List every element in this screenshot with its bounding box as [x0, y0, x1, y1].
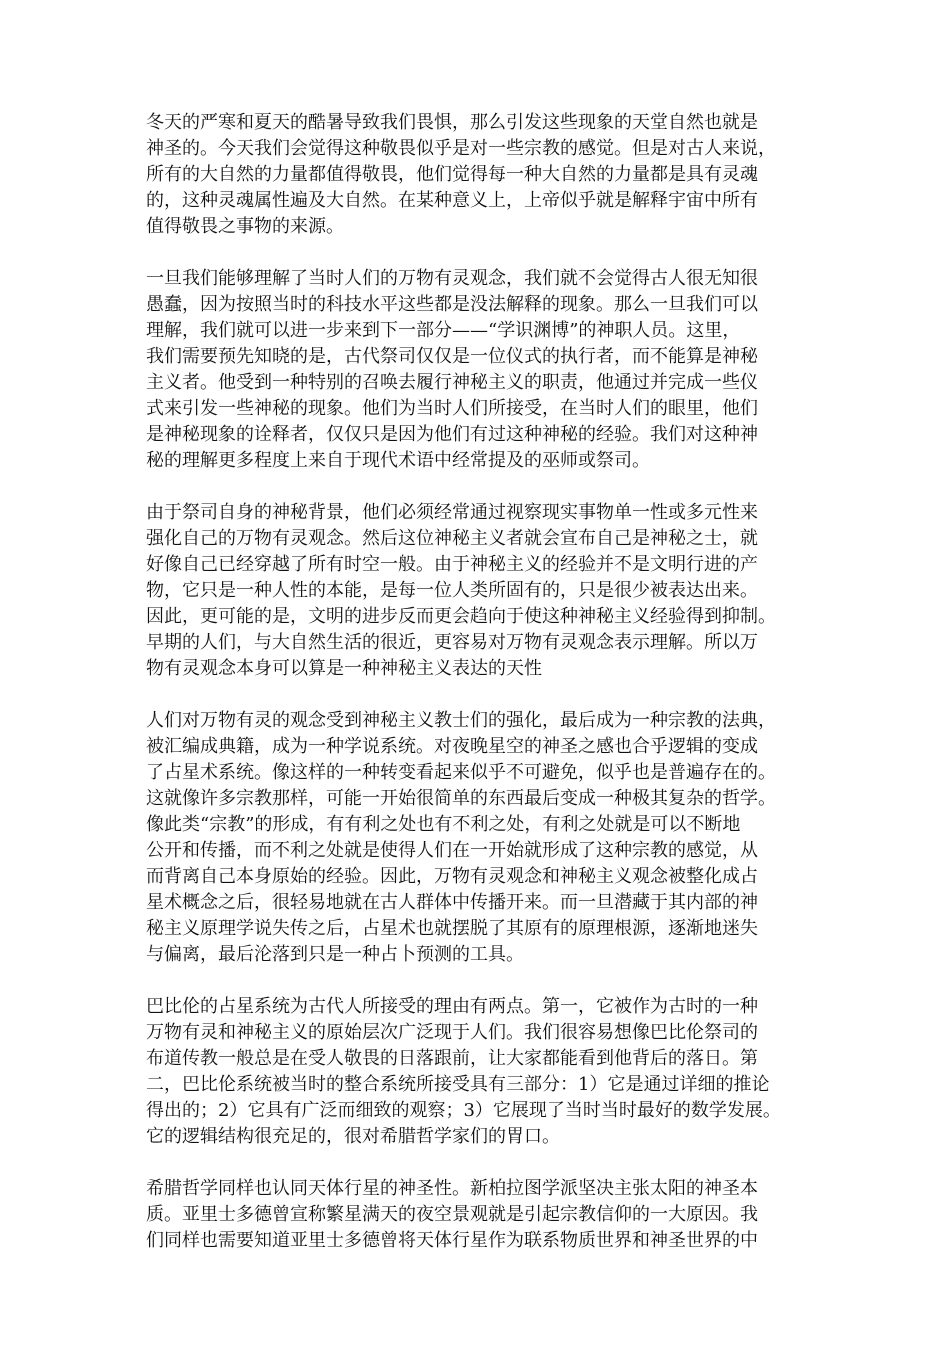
- paragraph-gap: [146, 968, 816, 994]
- text-line: 万物有灵和神秘主义的原始层次广泛现于人们。我们很容易想像巴比伦祭司的: [146, 1022, 758, 1043]
- text-line: 好像自己已经穿越了所有时空一般。由于神秘主义的经验并不是文明行进的产: [146, 554, 758, 575]
- text-line: 们同样也需要知道亚里士多德曾将天体行星作为联系物质世界和神圣世界的中: [146, 1230, 758, 1251]
- text-line: 希腊哲学同样也认同天体行星的神圣性。新柏拉图学派坚决主张太阳的神圣本: [146, 1178, 758, 1199]
- text-line: 的，这种灵魂属性遍及大自然。在某种意义上，上帝似乎就是解释宇宙中所有: [146, 190, 758, 211]
- text-line: 我们需要预先知晓的是，古代祭司仅仅是一位仪式的执行者，而不能算是神秘: [146, 346, 758, 367]
- paragraph-gap: [146, 1150, 816, 1176]
- text-line: 所有的大自然的力量都值得敬畏，他们觉得每一种大自然的力量都是具有灵魂: [146, 164, 758, 185]
- text-line: 人们对万物有灵的观念受到神秘主义教士们的强化，最后成为一种宗教的法典，: [146, 710, 776, 731]
- text-line: 布道传教一般总是在受人敬畏的日落跟前，让大家都能看到他背后的落日。第: [146, 1048, 758, 1069]
- paragraph: [146, 1176, 816, 1254]
- paragraph: [146, 266, 816, 474]
- text-line: 像此类“宗教”的形成，有有利之处也有不利之处，有利之处就是可以不断地: [146, 814, 741, 835]
- text-line: 质。亚里士多德曾宣称繁星满天的夜空景观就是引起宗教信仰的一大原因。我: [146, 1204, 758, 1225]
- paragraph-gap: [146, 240, 816, 266]
- text-line: 了占星术系统。像这样的一种转变看起来似乎不可避免，似乎也是普遍存在的。: [146, 762, 776, 783]
- text-line: 一旦我们能够理解了当时人们的万物有灵观念，我们就不会觉得古人很无知很: [146, 268, 758, 289]
- text-line: 神圣的。今天我们会觉得这种敬畏似乎是对一些宗教的感觉。但是对古人来说，: [146, 138, 776, 159]
- paragraph-gap: [146, 474, 816, 500]
- paragraph: [146, 110, 816, 240]
- paragraph: [146, 994, 816, 1150]
- paragraph: [146, 708, 816, 968]
- paragraph: [146, 500, 816, 682]
- text-line: 被汇编成典籍，成为一种学说系统。对夜晚星空的神圣之感也合乎逻辑的变成: [146, 736, 758, 757]
- text-line: 与偏离，最后沦落到只是一种占卜预测的工具。: [146, 944, 524, 965]
- text-line: 这就像许多宗教那样，可能一开始很简单的东西最后变成一种极其复杂的哲学。: [146, 788, 776, 809]
- text-line: 愚蠢，因为按照当时的科技水平这些都是没法解释的现象。那么一旦我们可以: [146, 294, 758, 315]
- text-line: 主义者。他受到一种特别的召唤去履行神秘主义的职责，他通过并完成一些仪: [146, 372, 758, 393]
- text-line: 而背离自己本身原始的经验。因此，万物有灵观念和神秘主义观念被整化成占: [146, 866, 758, 887]
- text-line: 巴比伦的占星系统为古代人所接受的理由有两点。第一，它被作为古时的一种: [146, 996, 758, 1017]
- text-line: 强化自己的万物有灵观念。然后这位神秘主义者就会宣布自己是神秘之士，就: [146, 528, 758, 549]
- text-line: 是神秘现象的诠释者，仅仅只是因为他们有过这种神秘的经验。我们对这种神: [146, 424, 758, 445]
- text-line: 二，巴比伦系统被当时的整合系统所接受具有三部分：1）它是通过详细的推论: [146, 1074, 770, 1095]
- text-line: 值得敬畏之事物的来源。: [146, 216, 344, 237]
- text-line: 公开和传播，而不利之处就是使得人们在一开始就形成了这种宗教的感觉，从: [146, 840, 758, 861]
- text-line: 物有灵观念本身可以算是一种神秘主义表达的天性: [146, 658, 542, 679]
- text-line: 式来引发一些神秘的现象。他们为当时人们所接受，在当时人们的眼里，他们: [146, 398, 758, 419]
- document-body: [146, 110, 816, 1254]
- text-line: 早期的人们，与大自然生活的很近，更容易对万物有灵观念表示理解。所以万: [146, 632, 758, 653]
- text-line: 物，它只是一种人性的本能，是每一位人类所固有的，只是很少被表达出来。: [146, 580, 758, 601]
- text-line: 它的逻辑结构很充足的，很对希腊哲学家们的胃口。: [146, 1126, 560, 1147]
- text-line: 得出的；2）它具有广泛而细致的观察；3）它展现了当时当时最好的数学发展。: [146, 1100, 781, 1121]
- text-line: 因此，更可能的是，文明的进步反而更会趋向于使这种神秘主义经验得到抑制。: [146, 606, 776, 627]
- text-line: 理解，我们就可以进一步来到下一部分——“学识渊博”的神职人员。这里，: [146, 320, 741, 341]
- paragraph-gap: [146, 682, 816, 708]
- text-line: 由于祭司自身的神秘背景，他们必须经常通过视察现实事物单一性或多元性来: [146, 502, 758, 523]
- text-line: 秘的理解更多程度上来自于现代术语中经常提及的巫师或祭司。: [146, 450, 650, 471]
- text-line: 冬天的严寒和夏天的酷暑导致我们畏惧，那么引发这些现象的天堂自然也就是: [146, 112, 758, 133]
- text-line: 星术概念之后，很轻易地就在古人群体中传播开来。而一旦潜藏于其内部的神: [146, 892, 758, 913]
- text-line: 秘主义原理学说失传之后，占星术也就摆脱了其原有的原理根源，逐渐地迷失: [146, 918, 758, 939]
